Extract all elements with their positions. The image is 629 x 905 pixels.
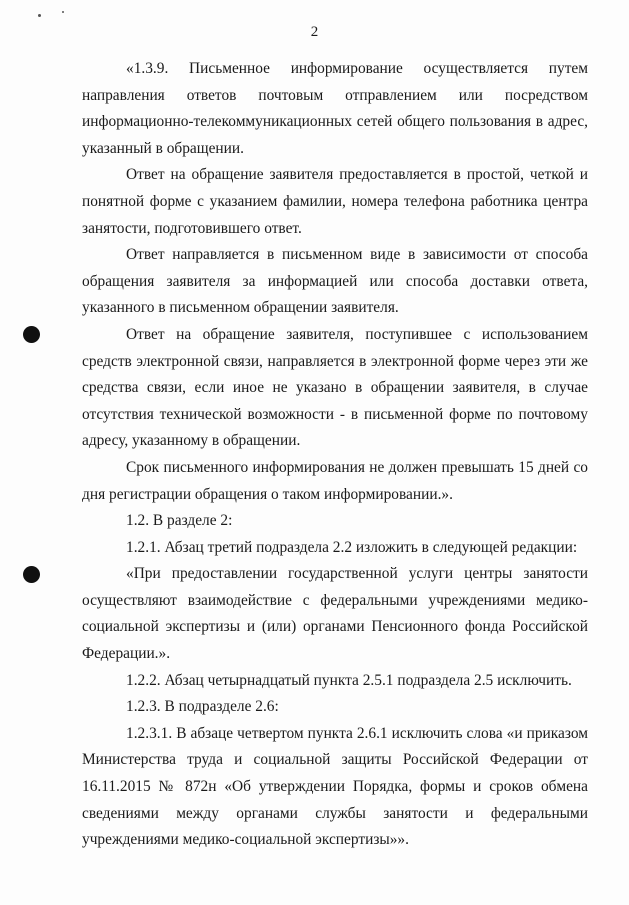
scan-speck: [38, 14, 41, 17]
paragraph-answer-form: Ответ на обращение заявителя предоставляется в простой, четкой и понятной форме с указанием фамилии, номера телефона работника центра занятости, подготовившего ответ.: [82, 166, 588, 237]
paragraph-1-2: 1.2. В разделе 2:: [126, 512, 233, 530]
paragraph-1-2-1: 1.2.1. Абзац третий подраздела 2.2 изложить в следующей редакции:: [126, 538, 578, 556]
paragraph-1-2-3: 1.2.3. В подразделе 2.6:: [126, 698, 279, 716]
paragraph-electronic-answer: Ответ на обращение заявителя, поступившее с использованием средств электронной связи, направляется в электронной форме через эти же средства связи, если иное не указано в обращении заявителя, в случае отсутствия технической возможности - в письменной форме по почтовому адресу, указанному в обращении.: [82, 325, 588, 450]
scan-speck: [62, 11, 64, 13]
paragraph-deadline: Срок письменного информирования не должен превышать 15 дней со дня регистрации обращения о таком информировании.».: [82, 458, 588, 503]
paragraph-1-2-2: 1.2.2. Абзац четырнадцатый пункта 2.5.1 подраздела 2.5 исключить.: [126, 671, 572, 689]
page-number: 2: [310, 24, 319, 40]
paragraph-quoted-edit: «При предоставлении государственной услуги центры занятости осуществляют взаимодействие с федеральными учреждениями медико-социальной экспертизы и (или) органами Пенсионного фонда Российской Федерации.».: [82, 565, 588, 663]
paragraph-1-2-3-1: 1.2.3.1. В абзаце четвертом пункта 2.6.1 исключить слова «и приказом Министерства труда и социальной защиты Российской Федерации от 16.11.2015 № 872н «Об утверждении Порядка, формы и сроков обмена сведениями между органами службы занятости и федеральными учреждениями медико-социальной экспертизы»».: [82, 724, 588, 849]
document-body: [82, 56, 588, 854]
paragraph-1-3-9: «1.3.9. Письменное информирование осуществляется путем направления ответов почтовым отправлением или посредством информационно-телекоммуникационных сетей общего пользования в адрес, указанный в обращении.: [82, 60, 588, 157]
punch-hole-bottom: [23, 566, 40, 583]
punch-hole-top: [23, 326, 40, 343]
paragraph-answer-method: Ответ направляется в письменном виде в зависимости от способа обращения заявителя за информацией или способа доставки ответа, указанного в письменном обращении заявителя.: [82, 246, 588, 317]
